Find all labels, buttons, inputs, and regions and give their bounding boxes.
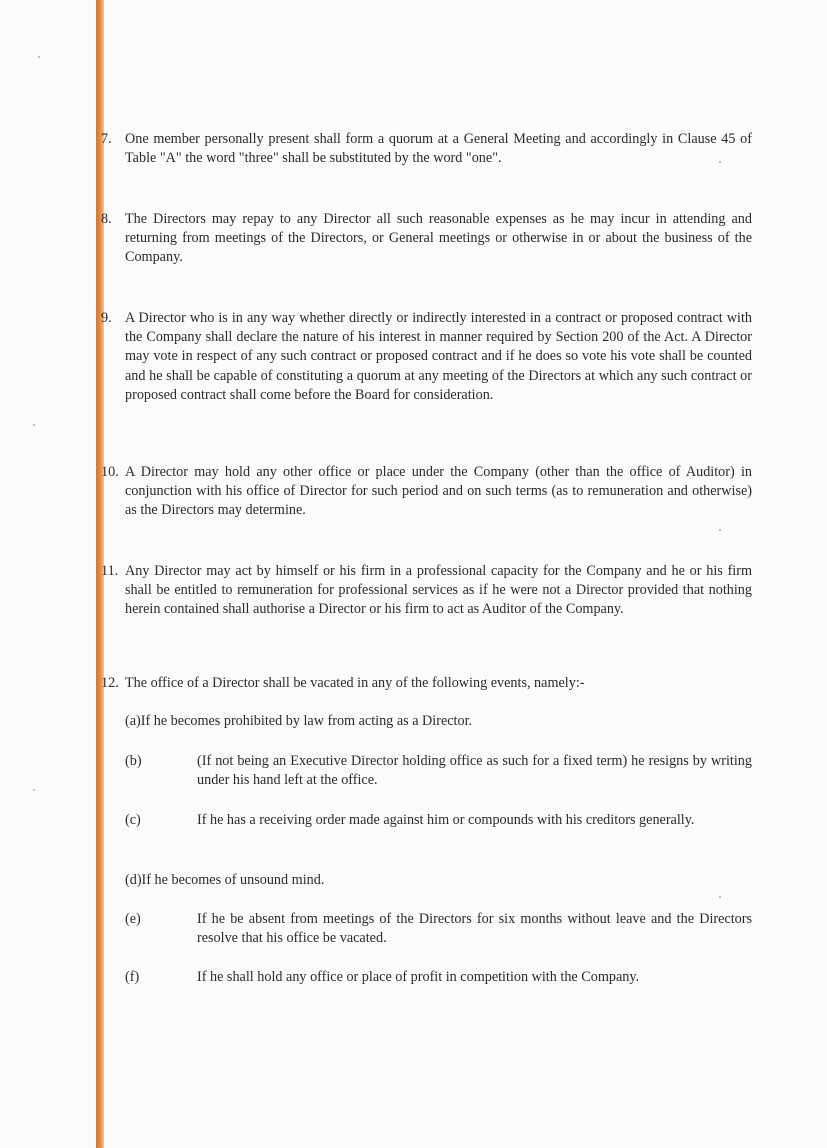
clause-7	[101, 130, 752, 168]
sub-clause-text: If he be absent from meetings of the Directors for six months without leave and the Directors resolve that his office be vacated.	[197, 911, 752, 947]
sub-clause-label: (e)	[125, 911, 141, 927]
sub-clause-label: (b)	[125, 753, 142, 769]
scan-speck	[719, 529, 721, 531]
sub-clause-text: If he has a receiving order made against him or compounds with his creditors generally.	[197, 812, 695, 828]
sub-clause-f	[125, 968, 752, 987]
sub-clause-a: (a)If he becomes prohibited by law from acting as a Director.	[125, 713, 473, 729]
clause-number: 10.	[101, 464, 119, 480]
sub-clause-text: (If not being an Executive Director holding office as such for a fixed term) he resigns by writing under his hand left at the office.	[197, 753, 752, 789]
clause-text: A Director may hold any other office or place under the Company (other than the office of Auditor) in conjunction with his office of Director for such period and on such terms (as to remuneration and otherwise) as the Directors may determine.	[125, 464, 752, 519]
clause-number: 7.	[101, 131, 112, 147]
scan-speck	[719, 896, 721, 898]
clause-text: Any Director may act by himself or his firm in a professional capacity for the Company and he or his firm shall be entitled to remuneration for professional services as if he were not a Director provided that nothing herein contained shall authorise a Director or his firm to act as Auditor of the Company.	[125, 563, 752, 618]
clause-12	[101, 674, 752, 693]
clause-number: 9.	[101, 310, 112, 326]
clause-text: One member personally present shall form a quorum at a General Meeting and accordingly in Clause 45 of Table "A" the word "three" shall be substituted by the word "one".	[125, 131, 752, 167]
sub-clause-label: (c)	[125, 812, 141, 828]
clause-number: 8.	[101, 211, 112, 227]
sub-clause-label: (f)	[125, 969, 140, 985]
clause-text: The Directors may repay to any Director all such reasonable expenses as he may incur in attending and returning from meetings of the Directors, or General meetings or otherwise in or about the business of the Company.	[125, 211, 752, 266]
sub-clause-text: If he shall hold any office or place of profit in competition with the Company.	[197, 969, 640, 985]
sub-clause-c	[125, 811, 752, 830]
clause-number: 12.	[101, 675, 119, 691]
scan-speck	[33, 424, 35, 426]
clause-10	[101, 463, 752, 521]
clause-11	[101, 562, 752, 620]
scan-speck	[33, 789, 35, 791]
scan-speck	[38, 56, 40, 58]
clause-9	[101, 309, 752, 405]
sub-clause-e	[125, 910, 752, 948]
clause-text: A Director who is in any way whether directly or indirectly interested in a contract or proposed contract with the Company shall declare the nature of his interest in manner required by Section 200 of the Act. A Director may vote in respect of any such contract or proposed contract and if he does so vote his vote shall be counted and he shall be capable of constituting a quorum at any meeting of the Directors at which any such contract or proposed contract shall come before the Board for consideration.	[125, 310, 752, 403]
sub-clause-d: (d)If he becomes of unsound mind.	[125, 872, 325, 888]
clause-8	[101, 210, 752, 268]
sub-clause-b	[125, 752, 752, 790]
clause-text: The office of a Director shall be vacated in any of the following events, namely:-	[125, 675, 585, 691]
clause-number: 11.	[101, 563, 119, 579]
